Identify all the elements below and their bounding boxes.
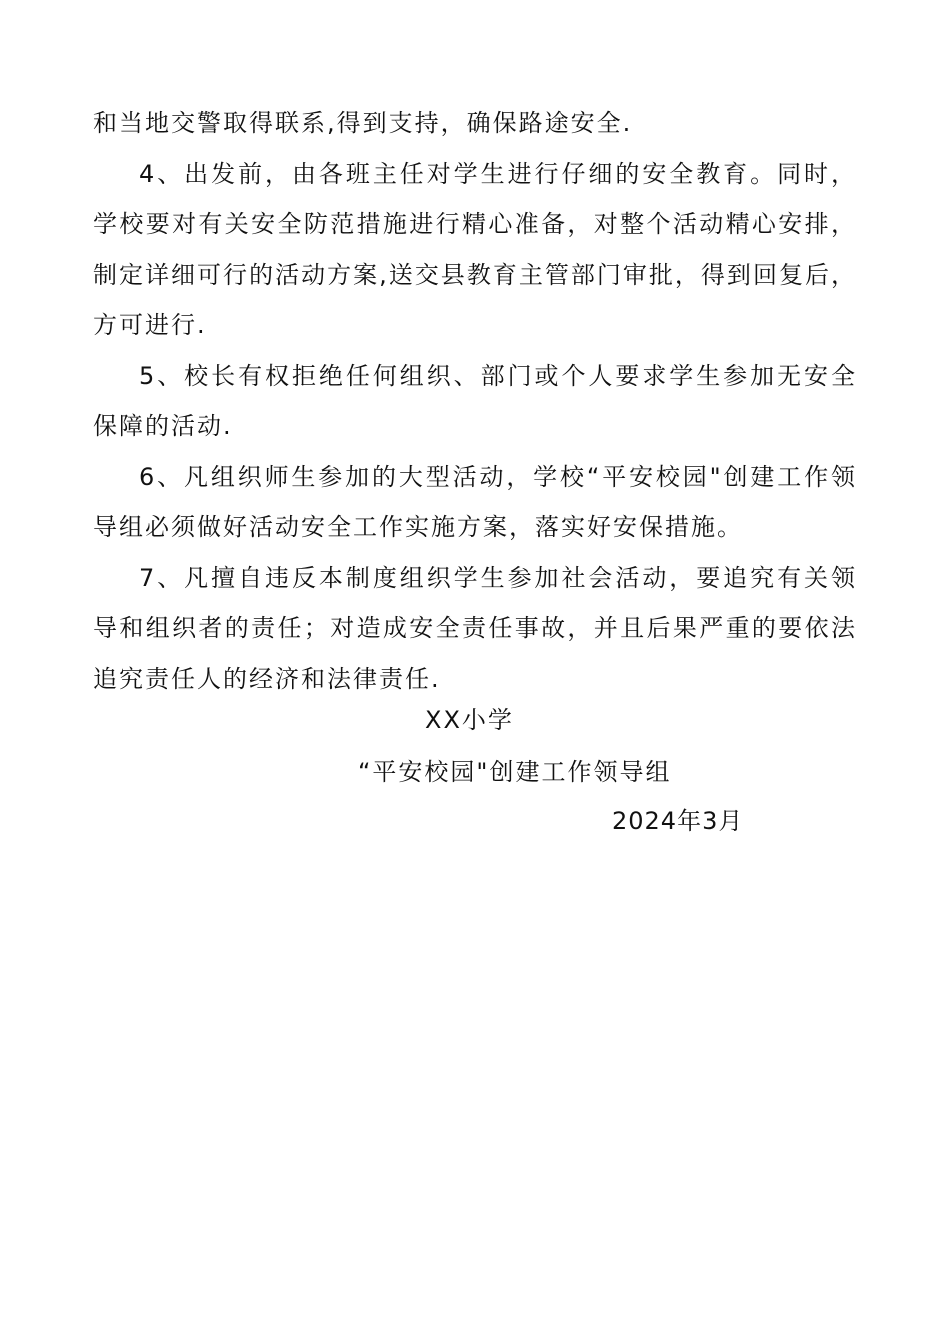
signature-date: 2024年3月 xyxy=(612,807,744,835)
document-body xyxy=(93,98,857,704)
signature-school: XX小学 xyxy=(425,706,514,734)
paragraph-item-6: 6、凡组织师生参加的大型活动，学校“平安校园"创建工作领导组必须做好活动安全工作实施方案，落实好安保措施。 xyxy=(93,462,857,541)
paragraph-continuation: 和当地交警取得联系,得到支持，确保路途安全. xyxy=(93,109,633,137)
paragraph-item-5: 5、校长有权拒绝任何组织、部门或个人要求学生参加无安全保障的活动. xyxy=(93,361,857,440)
signature-group: “平安校园"创建工作领导组 xyxy=(358,758,672,786)
paragraph-item-7: 7、凡擅自违反本制度组织学生参加社会活动，要追究有关领导和组织者的责任；对造成安全责任事故，并且后果严重的要依法追究责任人的经济和法律责任. xyxy=(93,563,857,693)
paragraph-item-4: 4、出发前，由各班主任对学生进行仔细的安全教育。同时，学校要对有关安全防范措施进行精心准备，对整个活动精心安排，制定详细可行的活动方案,送交县教育主管部门审批，得到回复后，方可进行. xyxy=(93,159,857,339)
